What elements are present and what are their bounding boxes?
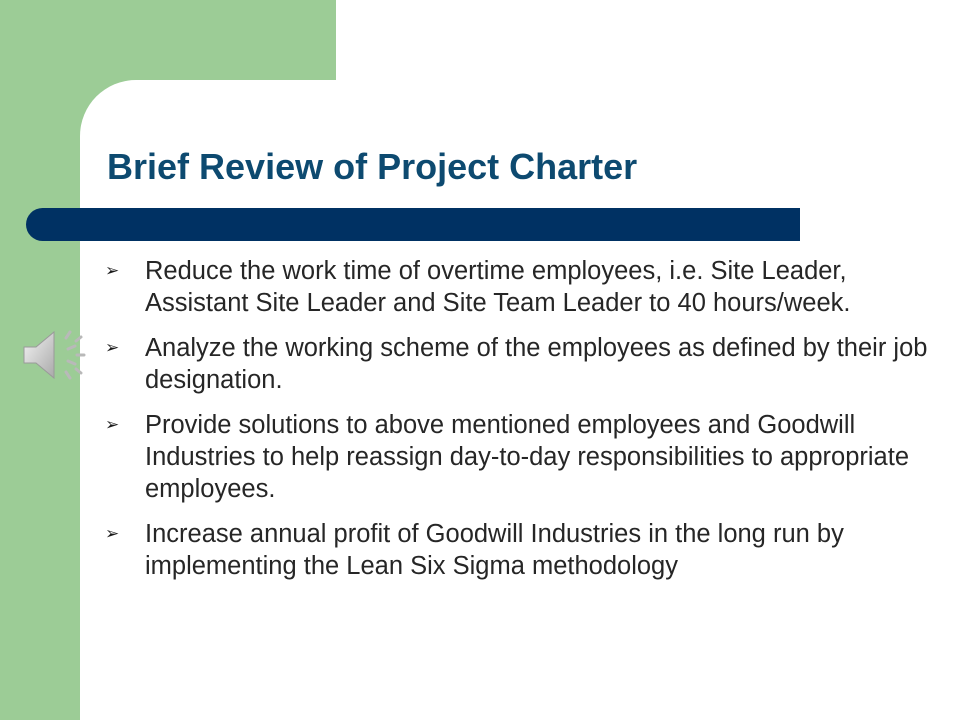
bullet-item [105,409,935,505]
bullet-text: Increase annual profit of Goodwill Industries in the long run by implementing the Lean Six Sigma methodology [145,520,844,580]
slide-title: Brief Review of Project Charter [107,146,638,187]
arrow-bullet-icon: ➢ [105,524,120,543]
arrow-bullet-icon: ➢ [105,338,120,357]
arrow-bullet-icon: ➢ [105,261,120,280]
bullet-item [105,518,935,582]
bullet-item [105,332,935,396]
arrow-bullet-icon: ➢ [105,415,120,434]
title-underline-bar [26,208,800,241]
bullet-text: Analyze the working scheme of the employees as defined by their job designation. [145,334,928,394]
bullet-item [105,255,935,319]
speaker-icon[interactable] [20,320,90,390]
bullet-text: Reduce the work time of overtime employees, i.e. Site Leader, Assistant Site Leader and Site Team Leader to 40 hours/week. [145,257,851,317]
bullet-list [105,255,935,595]
bullet-text: Provide solutions to above mentioned employees and Goodwill Industries to help reassign day-to-day responsibilities to appropriate employees. [145,411,910,503]
